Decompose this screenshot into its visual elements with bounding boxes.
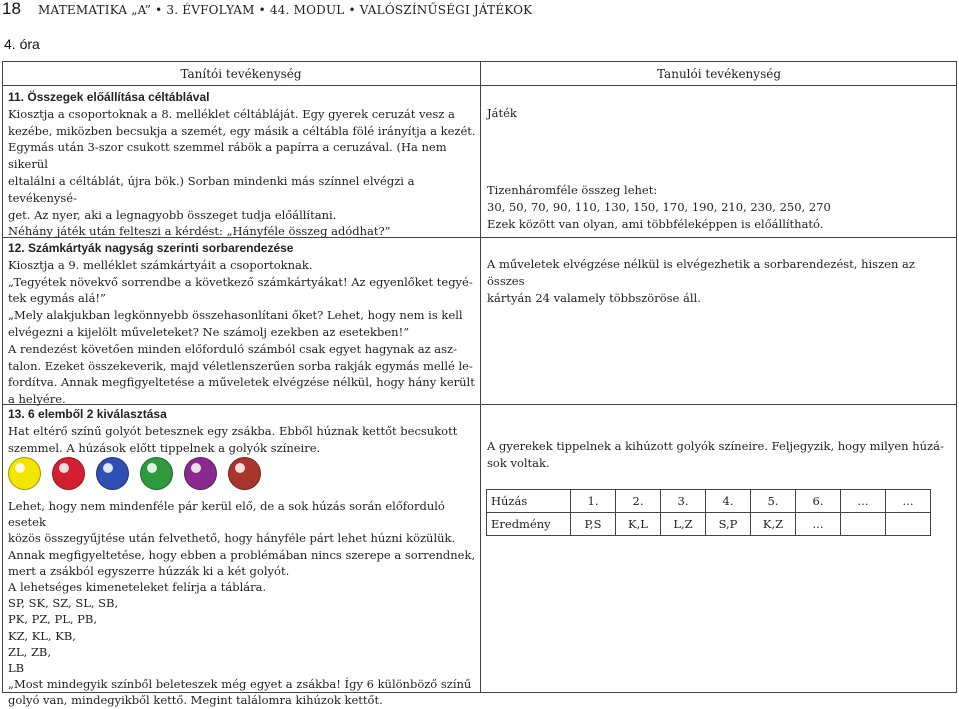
yellow-ball-icon	[8, 457, 41, 490]
section-11-line: kezébe, miközben becsukja a szemét, egy másik a céltábla fölé irányítja a kezét.	[8, 123, 476, 138]
section-11-title: 11. Összegek előállítása céltáblával	[8, 90, 210, 104]
draw-results-table	[486, 489, 931, 536]
section-11-line: Egymás után 3-szor csukott szemmel rábök a papírra a ceruzával. (Ha nem sikerül	[8, 140, 447, 172]
section-11-student-game	[487, 105, 953, 122]
section-13-title: 13. 6 elemből 2 kiválasztása	[8, 407, 167, 421]
section-13-line: KZ, KL, KB,	[8, 628, 76, 643]
table-cell: 3.	[661, 490, 706, 513]
section-12-line: a helyére.	[8, 392, 66, 407]
section-12-line: A rendezést követően minden előforduló számból csak egyet hagynak az asz-	[8, 341, 458, 356]
section-12-line: „Mely alakjukban legkönnyebb összehasonlítani őket? Lehet, hogy nem is kell	[8, 308, 463, 323]
section-13-line: golyó van, mindegyikből kettő. Megint találomra kihúzok kettőt.	[8, 693, 383, 708]
colored-balls	[8, 457, 261, 490]
table-cell: K,L	[616, 513, 661, 536]
table-cell: 5.	[751, 490, 796, 513]
table-row	[487, 490, 931, 513]
section-13-line: SP, SK, SZ, SL, SB,	[8, 596, 119, 611]
section-11-student	[487, 182, 953, 232]
section-12-line: tek egymás alá!”	[8, 291, 106, 306]
section-12-line: Kiosztja a 9. melléklet számkártyáit a csoportoknak.	[8, 257, 313, 272]
section-13-line: A lehetséges kimeneteleket felírja a táblára.	[8, 580, 267, 595]
purple-ball-icon	[184, 457, 217, 490]
table-row-label: Eredmény	[487, 513, 571, 536]
section-13-line: szemmel. A húzások előtt tippelnek a golyók színeire.	[8, 440, 321, 455]
section-13-line: LB	[8, 661, 25, 676]
table-cell: S,P	[706, 513, 751, 536]
section-12-student	[487, 256, 953, 306]
table-cell: ...	[841, 490, 886, 513]
section-13-line: „Most mindegyik színből beleteszek még egyet a zsákba! Így 6 különböző színű	[8, 677, 472, 692]
table-cell: P,S	[571, 513, 616, 536]
section-11-right-line: Ezek között van olyan, ami többféleképpen is előállítható.	[487, 216, 824, 231]
section-13-student	[487, 438, 953, 472]
section-11-right-line: Tizenháromféle összeg lehet:	[487, 183, 658, 197]
section-12-line: elvégezni a kijelölt műveleteket? Ne számolj ezekben az esetekben!”	[8, 324, 410, 339]
left-column-title: Tanítói tevékenység	[180, 67, 302, 81]
section-12-line: fordítva. Annak megfigyeltetése a műveletek elvégzése nélkül, hogy hány került	[8, 375, 475, 390]
red-ball-icon	[52, 457, 85, 490]
section-11-right-line: 30, 50, 70, 90, 110, 130, 150, 170, 190, 210, 230, 250, 270	[487, 199, 831, 214]
section-13-line: ZL, ZB,	[8, 644, 52, 659]
right-column-title: Tanulói tevékenység	[656, 67, 782, 81]
running-head: MATEMATIKA „A” • 3. ÉVFOLYAM • 44. MODUL • VALÓSZÍNŰSÉGI JÁTÉKOK	[38, 3, 533, 17]
table-cell: 2.	[616, 490, 661, 513]
table-cell: 1.	[571, 490, 616, 513]
section-11-line: get. Az nyer, aki a legnagyobb összeget tudja előállítani.	[8, 207, 337, 222]
section-13-line: Annak megfigyeltetése, hogy ebben a problémában nincs szerepe a sorrendnek,	[8, 547, 476, 562]
section-11-teacher	[8, 89, 478, 240]
section-12-right-line: kártyán 24 valamely többszöröse áll.	[487, 290, 701, 305]
table-cell: K,Z	[751, 513, 796, 536]
blue-ball-icon	[96, 457, 129, 490]
section-13-right-line: sok voltak.	[487, 455, 550, 470]
table-cell	[841, 513, 886, 536]
section-12-line: „Tegyétek növekvő sorrendbe a következő számkártyákat! Az egyenlőket tegyé-	[8, 274, 473, 289]
table-cell: 6.	[796, 490, 841, 513]
section-13-teacher-body	[8, 498, 478, 709]
section-11-game-label: Játék	[487, 106, 517, 120]
section-13-line: PK, PZ, PL, PB,	[8, 612, 98, 627]
table-cell: ...	[886, 490, 931, 513]
table-cell: L,Z	[661, 513, 706, 536]
section-13-line: Hat eltérő színű golyót betesznek egy zsákba. Ebből húznak kettőt becsukott	[8, 423, 458, 438]
section-11-line: Néhány játék után felteszi a kérdést: „Hányféle összeg adódhat?”	[8, 224, 391, 239]
section-13-right-line: A gyerekek tippelnek a kihúzott golyók színeire. Feljegyzik, hogy milyen húzá-	[487, 439, 944, 453]
header-row-divider	[2, 85, 957, 86]
section-12-right-line: A műveletek elvégzése nélkül is elvégezhetik a sorbarendezést, hiszen az összes	[487, 257, 915, 288]
lesson-title: 4. óra	[4, 36, 40, 52]
column-divider	[480, 61, 481, 693]
page-number: 18	[2, 0, 21, 18]
section-11-line: Kiosztja a csoportoknak a 8. melléklet céltábláját. Egy gyerek ceruzát vesz a	[8, 106, 455, 121]
section-11-line: eltalálni a céltáblát, újra bök.) Sorban mindenki más színnel elvégzi a tevékenysé-	[8, 173, 415, 205]
section-13-line: közös összegyűjtése után felvethető, hogy hányféle párt lehet húzni közülük.	[8, 531, 456, 546]
section-13-line: mert a zsákból egyszerre húzzák ki a két golyót.	[8, 563, 290, 578]
table-cell	[886, 513, 931, 536]
table-row-label: Húzás	[487, 490, 571, 513]
section-12-line: talon. Ezeket összekeverik, majd véletlenszerűen sorba rakják egymás mellé le-	[8, 358, 473, 373]
green-ball-icon	[140, 457, 173, 490]
brown-ball-icon	[228, 457, 261, 490]
section-12-title: 12. Számkártyák nagyság szerinti sorbarendezése	[8, 241, 294, 255]
table-cell: 4.	[706, 490, 751, 513]
section-13-line: Lehet, hogy nem mindenféle pár kerül elő, de a sok húzás során előforduló esetek	[8, 499, 445, 530]
table-row	[487, 513, 931, 536]
section-12-teacher	[8, 240, 478, 408]
table-cell: ...	[796, 513, 841, 536]
section-13-teacher-intro	[8, 406, 478, 456]
